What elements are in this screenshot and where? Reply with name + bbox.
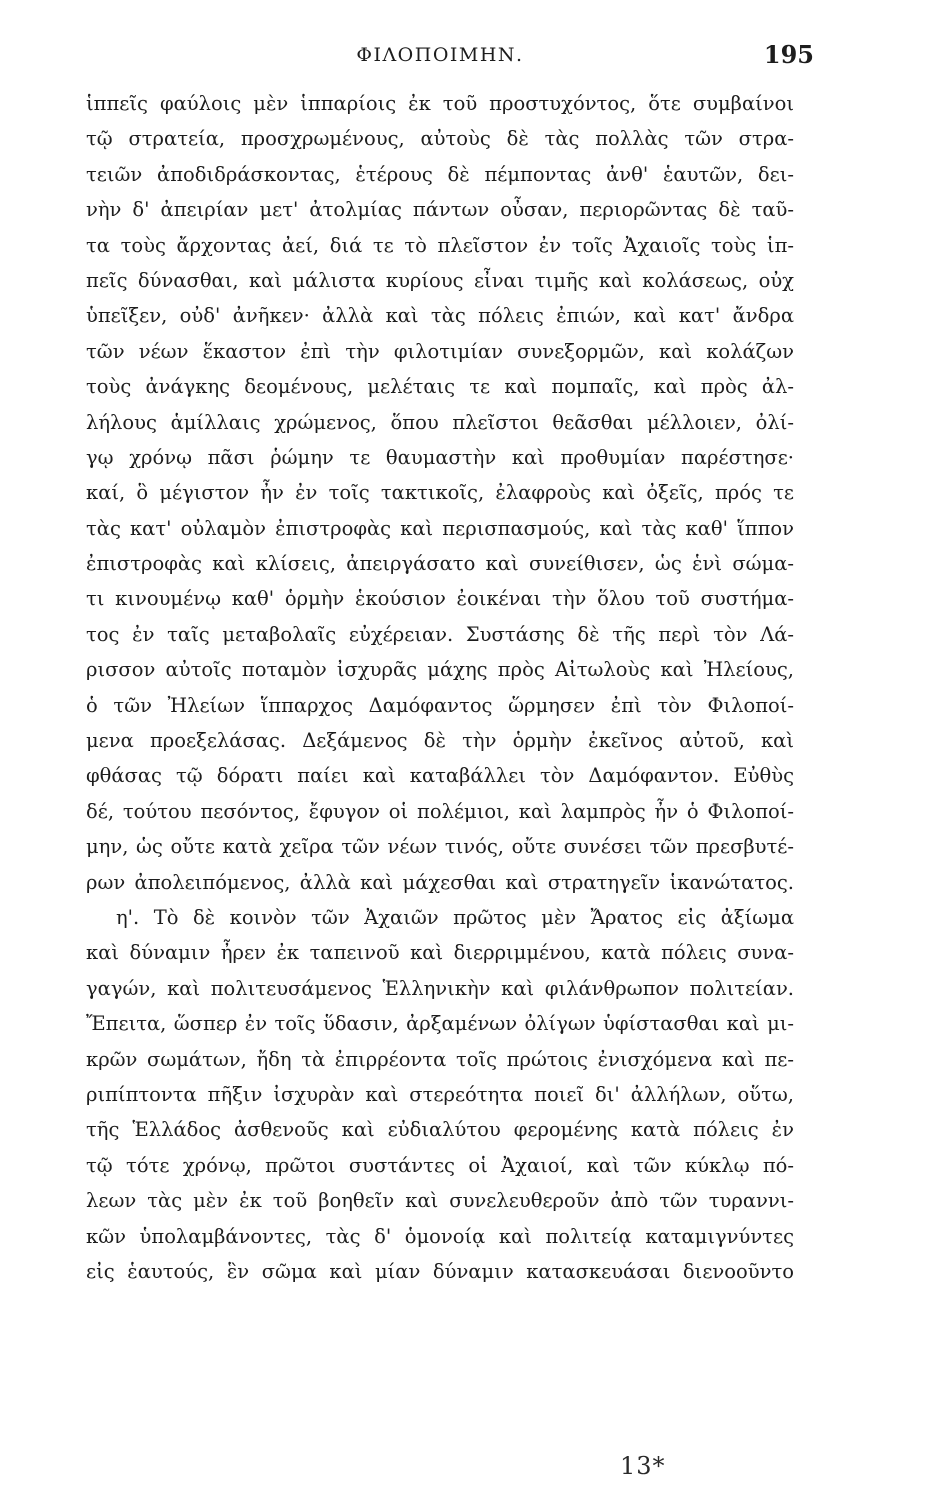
text-line: ἱππεῖς φαύλοις μὲν ἱππαρίοις ἐκ τοῦ προστυχόντος, ὅτε συμβαίνοι [86, 92, 794, 115]
text-line: ρων ἀπολειπόμενος, ἀλλὰ καὶ μάχεσθαι καὶ στρατηγεῖν ἱκανώτατος. [86, 870, 794, 894]
text-line: ρισσον αὐτοῖς ποταμὸν ἰσχυρᾶς μάχης πρὸς Αἰτωλοὺς καὶ Ἠλείους, [86, 658, 794, 682]
text-line: τῷ στρατεία, προσχρωμένους, αὐτοὺς δὲ τὰς πολλὰς τῶν στρα- [86, 127, 794, 151]
text-line: τὰς κατ' οὐλαμὸν ἐπιστροφὰς καὶ περισπασμούς, καὶ τὰς καθ' ἵππον [86, 516, 794, 540]
text-line: μενα προεξελάσας. Δεξάμενος δὲ τὴν ὁρμὴν ἐκεῖνος αὐτοῦ, καὶ [86, 729, 794, 753]
text-line: τῶν νέων ἕκαστον ἐπὶ τὴν φιλοτιμίαν συνεξορμῶν, καὶ κολάζων [86, 339, 794, 363]
text-line: τι κινουμένῳ καθ' ὁρμὴν ἑκούσιον ἐοικέναι τὴν ὅλου τοῦ συστήμα- [86, 587, 794, 611]
text-line: γαγών, καὶ πολιτευσάμενος Ἑλληνικὴν καὶ φιλάνθρωπον πολιτείαν. [86, 976, 794, 1000]
text-line: η'. Τὸ δὲ κοινὸν τῶν Ἀχαιῶν πρῶτος μὲν Ἄρατος εἰς ἀξίωμα [116, 905, 794, 929]
page-header [86, 40, 814, 80]
text-line: πεῖς δύνασθαι, καὶ μάλιστα κυρίους εἶναι τιμῆς καὶ κολάσεως, οὐχ [86, 268, 794, 292]
text-line: κρῶν σωμάτων, ἤδη τὰ ἐπιρρέοντα τοῖς πρώτοις ἐνισχόμενα καὶ πε- [86, 1047, 794, 1071]
text-line: τα τοὺς ἄρχοντας ἀεί, διά τε τὸ πλεῖστον ἐν τοῖς Ἀχαιοῖς τοὺς ἱπ- [86, 233, 794, 257]
text-line: Ἔπειτα, ὥσπερ ἐν τοῖς ὕδασιν, ἀρξαμένων ὀλίγων ὑφίστασθαι καὶ μι- [86, 1012, 794, 1036]
signature-mark: 13* [620, 1452, 666, 1480]
text-line: δέ, τούτου πεσόντος, ἔφυγον οἱ πολέμιοι, καὶ λαμπρὸς ἦν ὁ Φιλοποί- [86, 799, 794, 823]
text-line: τος ἐν ταῖς μεταβολαῖς εὐχέρειαν. Συστάσης δὲ τῆς περὶ τὸν Λά- [86, 622, 794, 646]
text-line: νὴν δ' ἀπειρίαν μετ' ἀτολμίας πάντων οὖσαν, περιορῶντας δὲ ταῦ- [86, 198, 794, 222]
text-line: ριπίπτοντα πῆξιν ἰσχυρὰν καὶ στερεότητα ποιεῖ δι' ἀλλήλων, οὕτω, [86, 1082, 794, 1106]
text-line: λεων τὰς μὲν ἐκ τοῦ βοηθεῖν καὶ συνελευθεροῦν ἀπὸ τῶν τυραννι- [86, 1189, 794, 1213]
text-line: τοὺς ἀνάγκης δεομένους, μελέταις τε καὶ πομπαῖς, καὶ πρὸς ἀλ- [86, 375, 794, 399]
text-line: ἐπιστροφὰς καὶ κλίσεις, ἀπειργάσατο καὶ συνείθισεν, ὡς ἑνὶ σώμα- [86, 552, 794, 576]
text-line: εἰς ἑαυτούς, ἓν σῶμα καὶ μίαν δύναμιν κατασκευάσαι διενοοῦντο [86, 1259, 794, 1283]
text-line: ὑπεῖξεν, οὐδ' ἀνῆκεν· ἀλλὰ καὶ τὰς πόλεις ἐπιών, καὶ κατ' ἄνδρα [86, 304, 794, 328]
body-text [86, 86, 794, 1289]
text-line: τῷ τότε χρόνῳ, πρῶτοι συστάντες οἱ Ἀχαιοί, καὶ τῶν κύκλῳ πό- [86, 1153, 794, 1177]
text-line: καὶ δύναμιν ἦρεν ἐκ ταπεινοῦ καὶ διερριμμένου, κατὰ πόλεις συνα- [86, 941, 794, 965]
text-line: τῆς Ἑλλάδος ἀσθενοῦς καὶ εὐδιαλύτου φερομένης κατὰ πόλεις ἐν [86, 1118, 794, 1142]
text-line: μην, ὡς οὔτε κατὰ χεῖρα τῶν νέων τινός, οὔτε συνέσει τῶν πρεσβυτέ- [86, 835, 794, 859]
text-line: φθάσας τῷ δόρατι παίει καὶ καταβάλλει τὸν Δαμόφαντον. Εὐθὺς [86, 764, 794, 788]
text-line: γῳ χρόνῳ πᾶσι ῥώμην τε θαυμαστὴν καὶ προθυμίαν παρέστησε· [86, 445, 794, 469]
text-line: τειῶν ἀποδιδράσκοντας, ἑτέρους δὲ πέμποντας ἀνθ' ἑαυτῶν, δει- [86, 162, 794, 186]
text-line: ὁ τῶν Ἠλείων ἵππαρχος Δαμόφαντος ὥρμησεν ἐπὶ τὸν Φιλοποί- [86, 693, 794, 717]
page-number: 195 [763, 40, 814, 69]
running-head: ΦΙΛΟΠΟΙΜΗΝ. [356, 44, 524, 66]
text-line: κῶν ὑπολαμβάνοντες, τὰς δ' ὁμονοίᾳ καὶ πολιτείᾳ καταμιγνύντες [86, 1224, 794, 1248]
text-line: λήλους ἁμίλλαις χρώμενος, ὅπου πλεῖστοι θεᾶσθαι μέλλοιεν, ὀλί- [86, 410, 794, 434]
text-line: καί, ὃ μέγιστον ἦν ἐν τοῖς τακτικοῖς, ἐλαφροὺς καὶ ὀξεῖς, πρός τε [86, 481, 794, 505]
